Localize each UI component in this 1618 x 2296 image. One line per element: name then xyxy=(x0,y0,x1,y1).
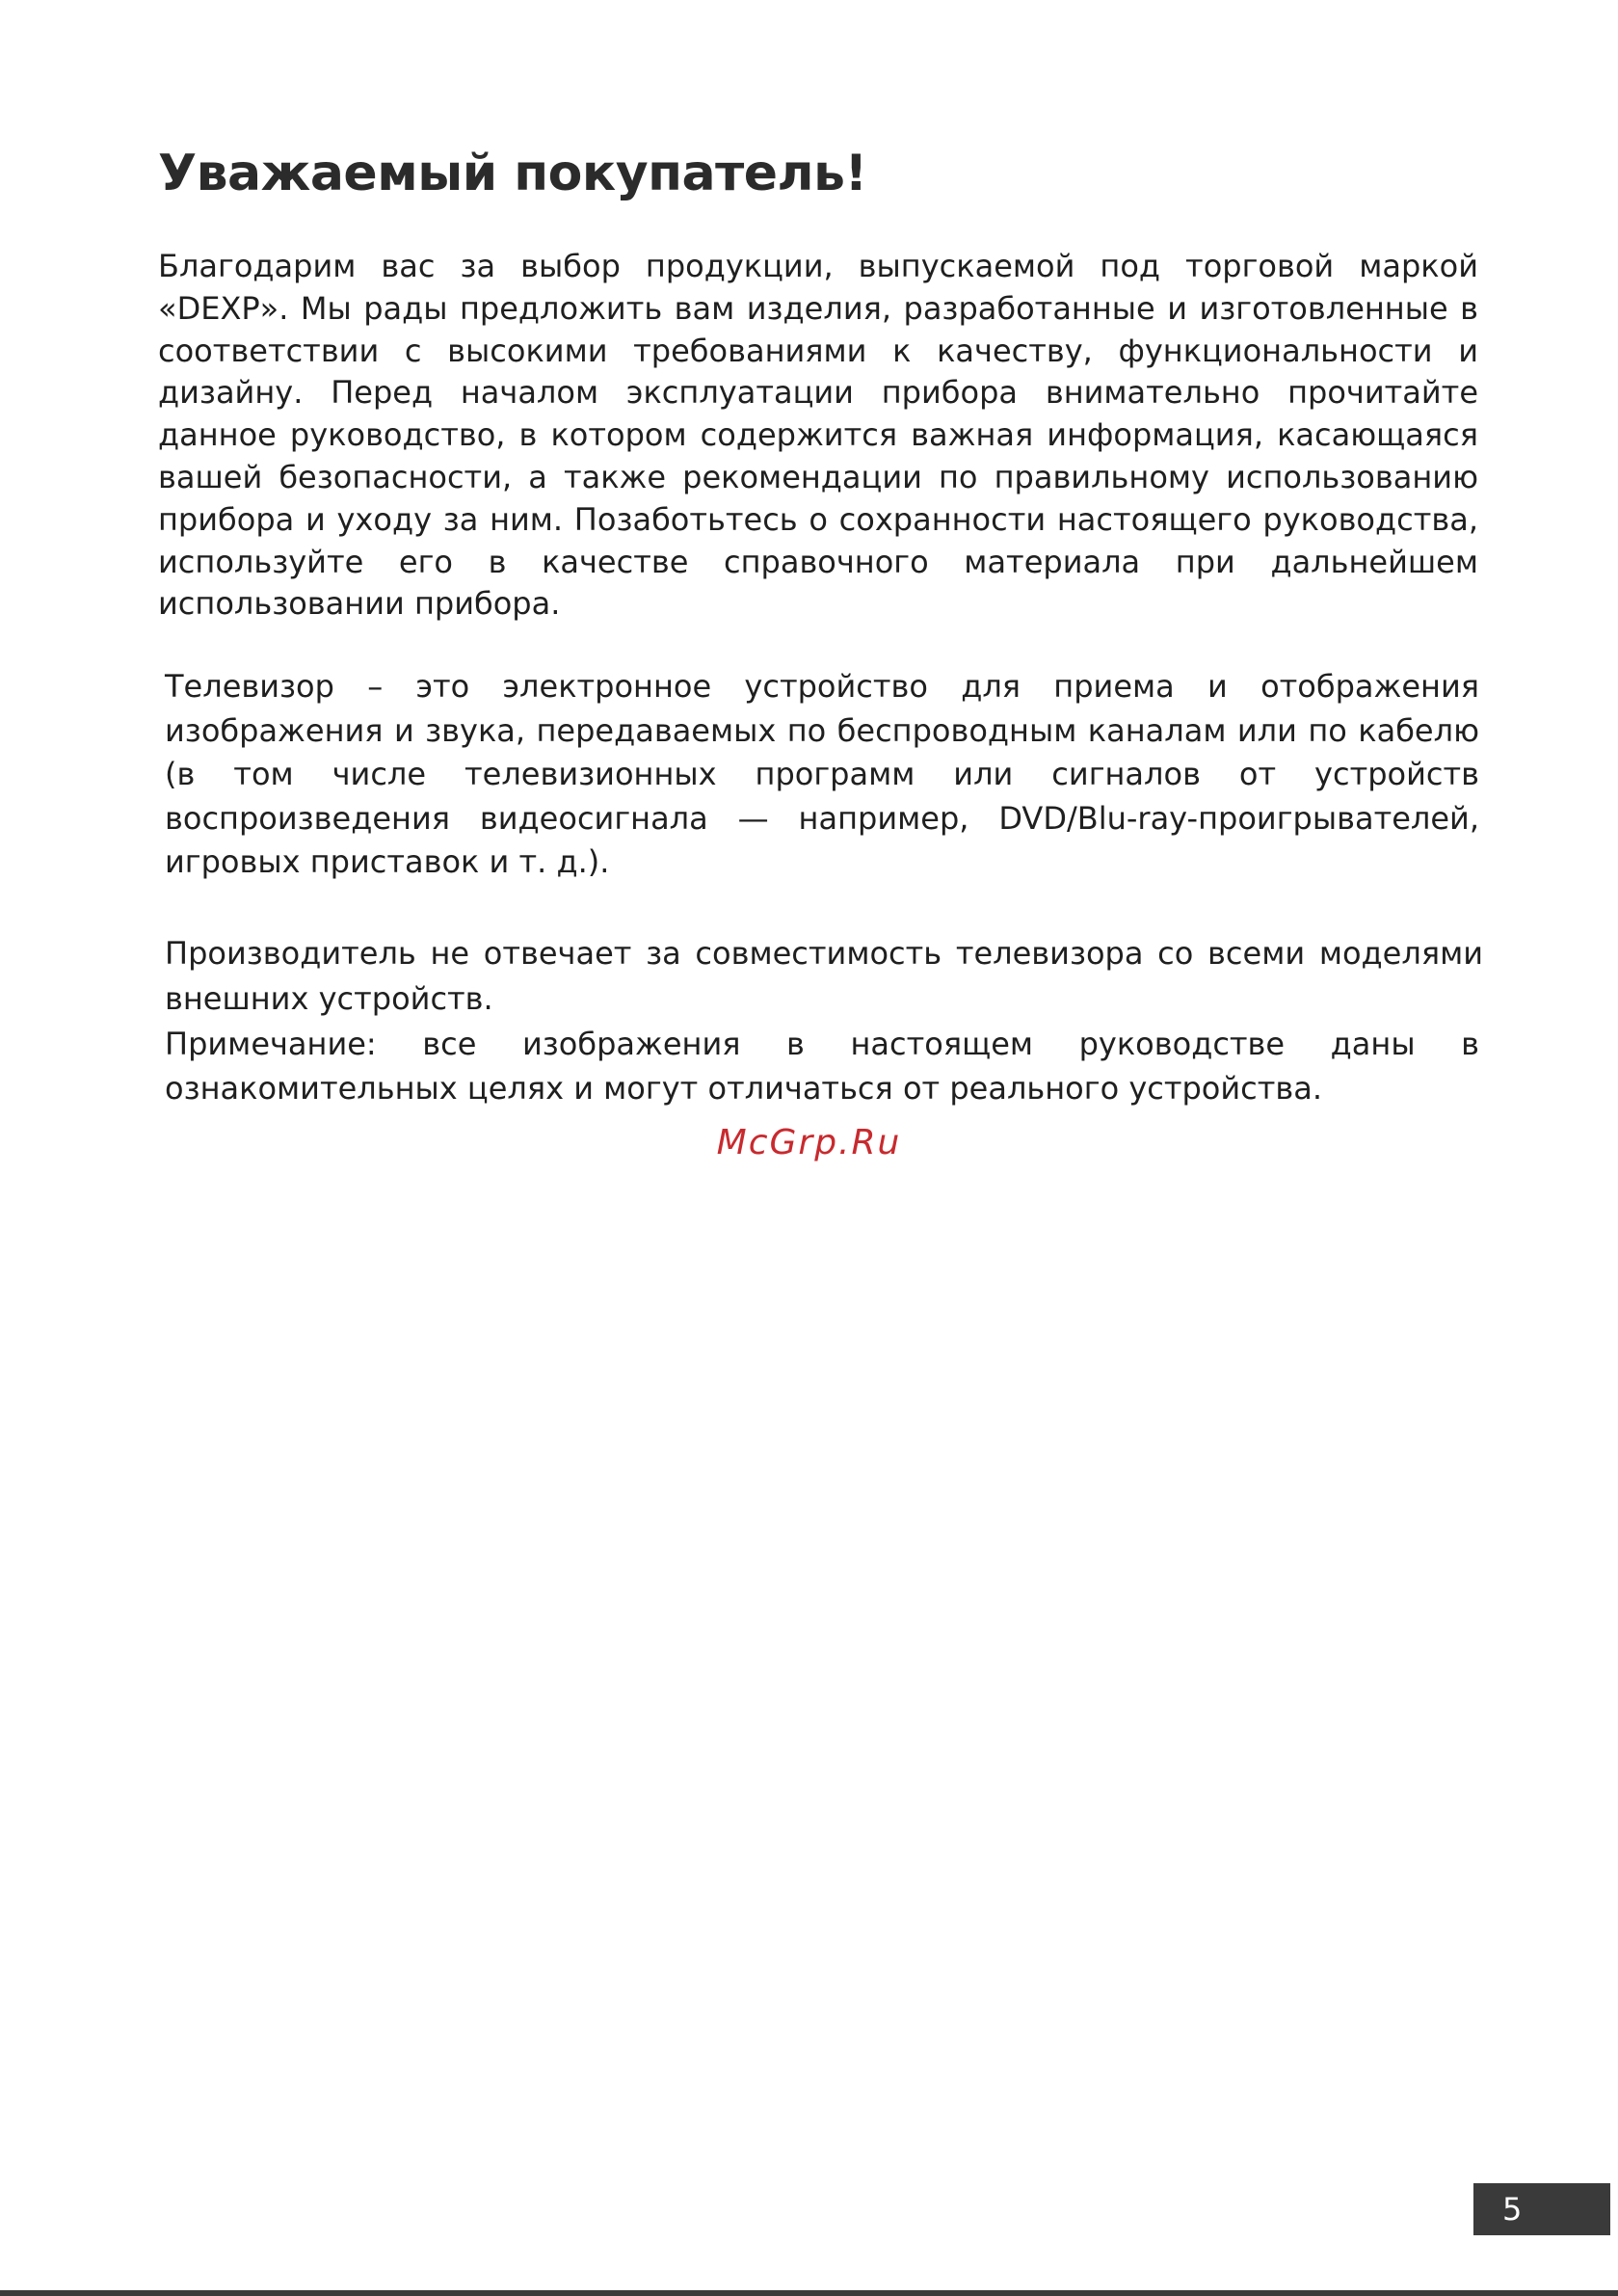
page-number: 5 xyxy=(1502,2191,1523,2228)
note-paragraph: Примечание: все изображения в настоящем руководстве даны в ознакомительных целях и могут отличаться от реального устройства. xyxy=(165,1026,1479,1107)
watermark-link[interactable]: McGrp.Ru xyxy=(716,1123,902,1162)
tv-definition-paragraph: Телевизор – это электронное устройство для приема и отображения изображения и звука, передаваемых по беспроводным каналам или по кабелю (в том числе телевизионных программ или сигналов от устройств воспроизведения видеосигнала — например, DVD/Blu-ray-проигрывателей, игровых приставок и т. д.). xyxy=(165,668,1479,880)
compatibility-paragraph: Производитель не отвечает за совместимость телевизора со всеми моделями внешних устройств. xyxy=(165,935,1483,1017)
page-title: Уважаемый покупатель! xyxy=(158,145,867,202)
bottom-divider xyxy=(0,2290,1618,2296)
intro-paragraph: Благодарим вас за выбор продукции, выпускаемой под торговой маркой «DEXP». Мы рады предложить вам изделия, разработанные и изготовленные в соответствии с высокими требованиями к качеству, функциональности и дизайну. Перед началом эксплуатации прибора внимательно прочитайте данное руководство, в котором содержится важная информация, касающаяся вашей безопасности, а также рекомендации по правильному использованию прибора и уходу за ним. Позаботьтесь о сохранности настоящего руководства, используйте его в качестве справочного материала при дальнейшем использовании прибора. xyxy=(158,248,1478,623)
page-number-badge xyxy=(1473,2183,1610,2235)
